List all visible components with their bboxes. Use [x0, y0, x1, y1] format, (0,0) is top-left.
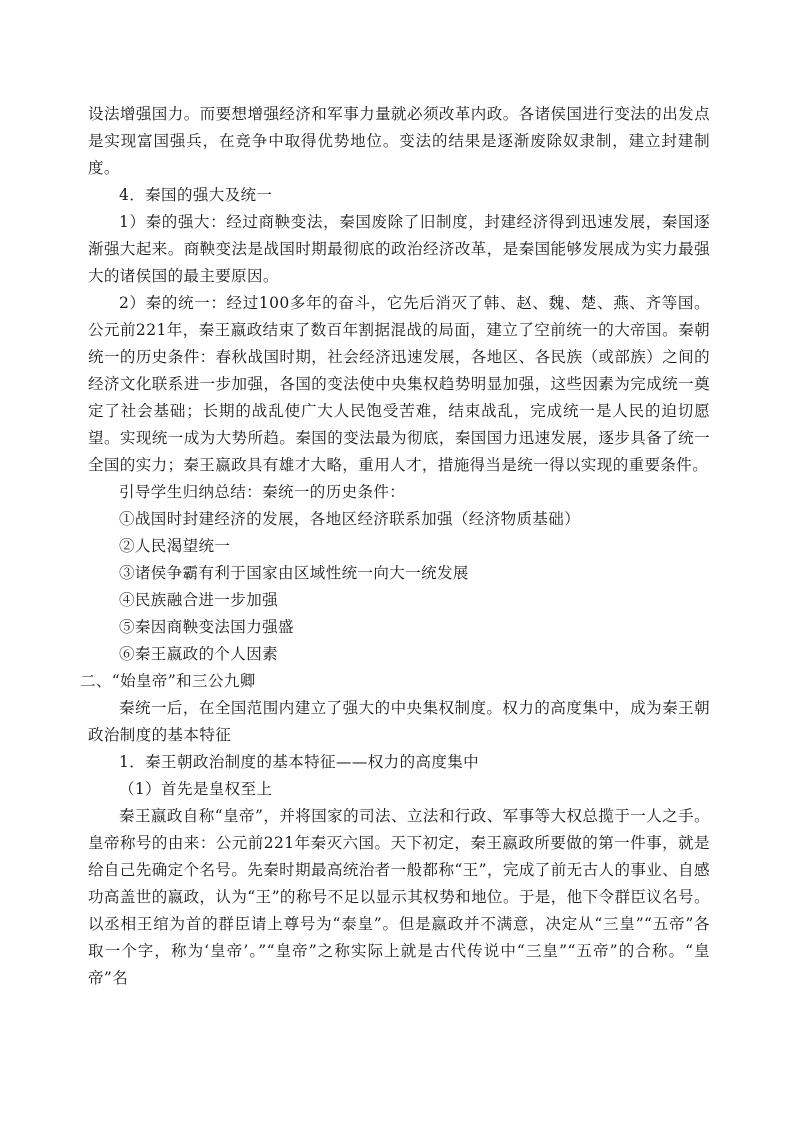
paragraph-central-power: 秦统一后，在全国范围内建立了强大的中央集权制度。权力的高度集中，成为秦王朝政治制度的基本特征 — [88, 699, 710, 744]
subheading-imperial-supremacy: （1）首先是皇权至上 — [119, 780, 273, 798]
paragraph-reform-purpose: 设法增强国力。而要想增强经济和军事力量就必须改革内政。各诸侯国进行变法的出发点是实现富国强兵，在竞争中取得优势地位。变法的结果是逐渐废除奴隶制，建立封建制度。 — [88, 105, 710, 177]
paragraph-qin-strength: 1）秦的强大：经过商鞅变法，秦国废除了旧制度，封建经济得到迅速发展，秦国逐渐强大起来。商鞅变法是战国时期最彻底的政治经济改革，是秦国能够发展成为实力最强大的诸侯国的最主要原因。 — [88, 213, 710, 285]
list-item-condition-2: ②人民渴望统一 — [119, 537, 231, 555]
list-item-condition-1: ①战国时封建经济的发展，各地区经济联系加强（经济物质基础） — [119, 510, 581, 528]
document-body — [80, 101, 710, 992]
list-item-condition-6: ⑥秦王嬴政的个人因素 — [119, 645, 279, 663]
paragraph-qin-unification: 2）秦的统一：经过100多年的奋斗，它先后消灭了韩、赵、魏、楚、燕、齐等国。公元前221年，秦王嬴政结束了数百年割据混战的局面，建立了空前统一的大帝国。秦朝统一的历史条件：春秋战国时期，社会经济迅速发展，各地区、各民族（或部族）之间的经济文化联系进一步加强，各国的变法使中央集权趋势明显加强，这些因素为完成统一奠定了社会基础；长期的战乱使广大人民饱受苦难，结束战乱，完成统一是人民的迫切愿望。实现统一成为大势所趋。秦国的变法最为彻底，秦国国力迅速发展，逐步具备了统一全国的实力；秦王嬴政具有雄才大略，重用人才，措施得当是统一得以实现的重要条件。 — [88, 294, 710, 474]
section-heading-qin-rise: 4．秦国的强大及统一 — [119, 186, 273, 204]
paragraph-emperor-title: 秦王嬴政自称“皇帝”，并将国家的司法、立法和行政、军事等大权总揽于一人之手。皇帝称号的由来：公元前221年秦灭六国。天下初定，秦王嬴政所要做的第一件事，就是给自己先确定个名号。先秦时期最高统治者一般都称“王”，完成了前无古人的事业、自感功高盖世的嬴政，认为“王”的称号不足以显示其权势和地位。于是，他下令群臣议名号。以丞相王绾为首的群臣请上尊号为“泰皇”。但是嬴政并不满意，决定从“三皇”“五帝”各取一个字，称为‘皇帝’。”“皇帝”之称实际上就是古代传说中“三皇”“五帝”的合称。“皇帝”名 — [88, 807, 710, 987]
paragraph-summary-intro: 引导学生归纳总结：秦统一的历史条件： — [119, 483, 406, 501]
section-heading-emperor: 二、“始皇帝”和三公九卿 — [80, 672, 256, 690]
subheading-basic-feature: 1．秦王朝政治制度的基本特征——权力的高度集中 — [119, 753, 480, 771]
list-item-condition-4: ④民族融合进一步加强 — [119, 591, 279, 609]
list-item-condition-5: ⑤秦因商鞅变法国力强盛 — [119, 618, 294, 636]
list-item-condition-3: ③诸侯争霸有利于国家由区域性统一向大一统发展 — [119, 564, 469, 582]
